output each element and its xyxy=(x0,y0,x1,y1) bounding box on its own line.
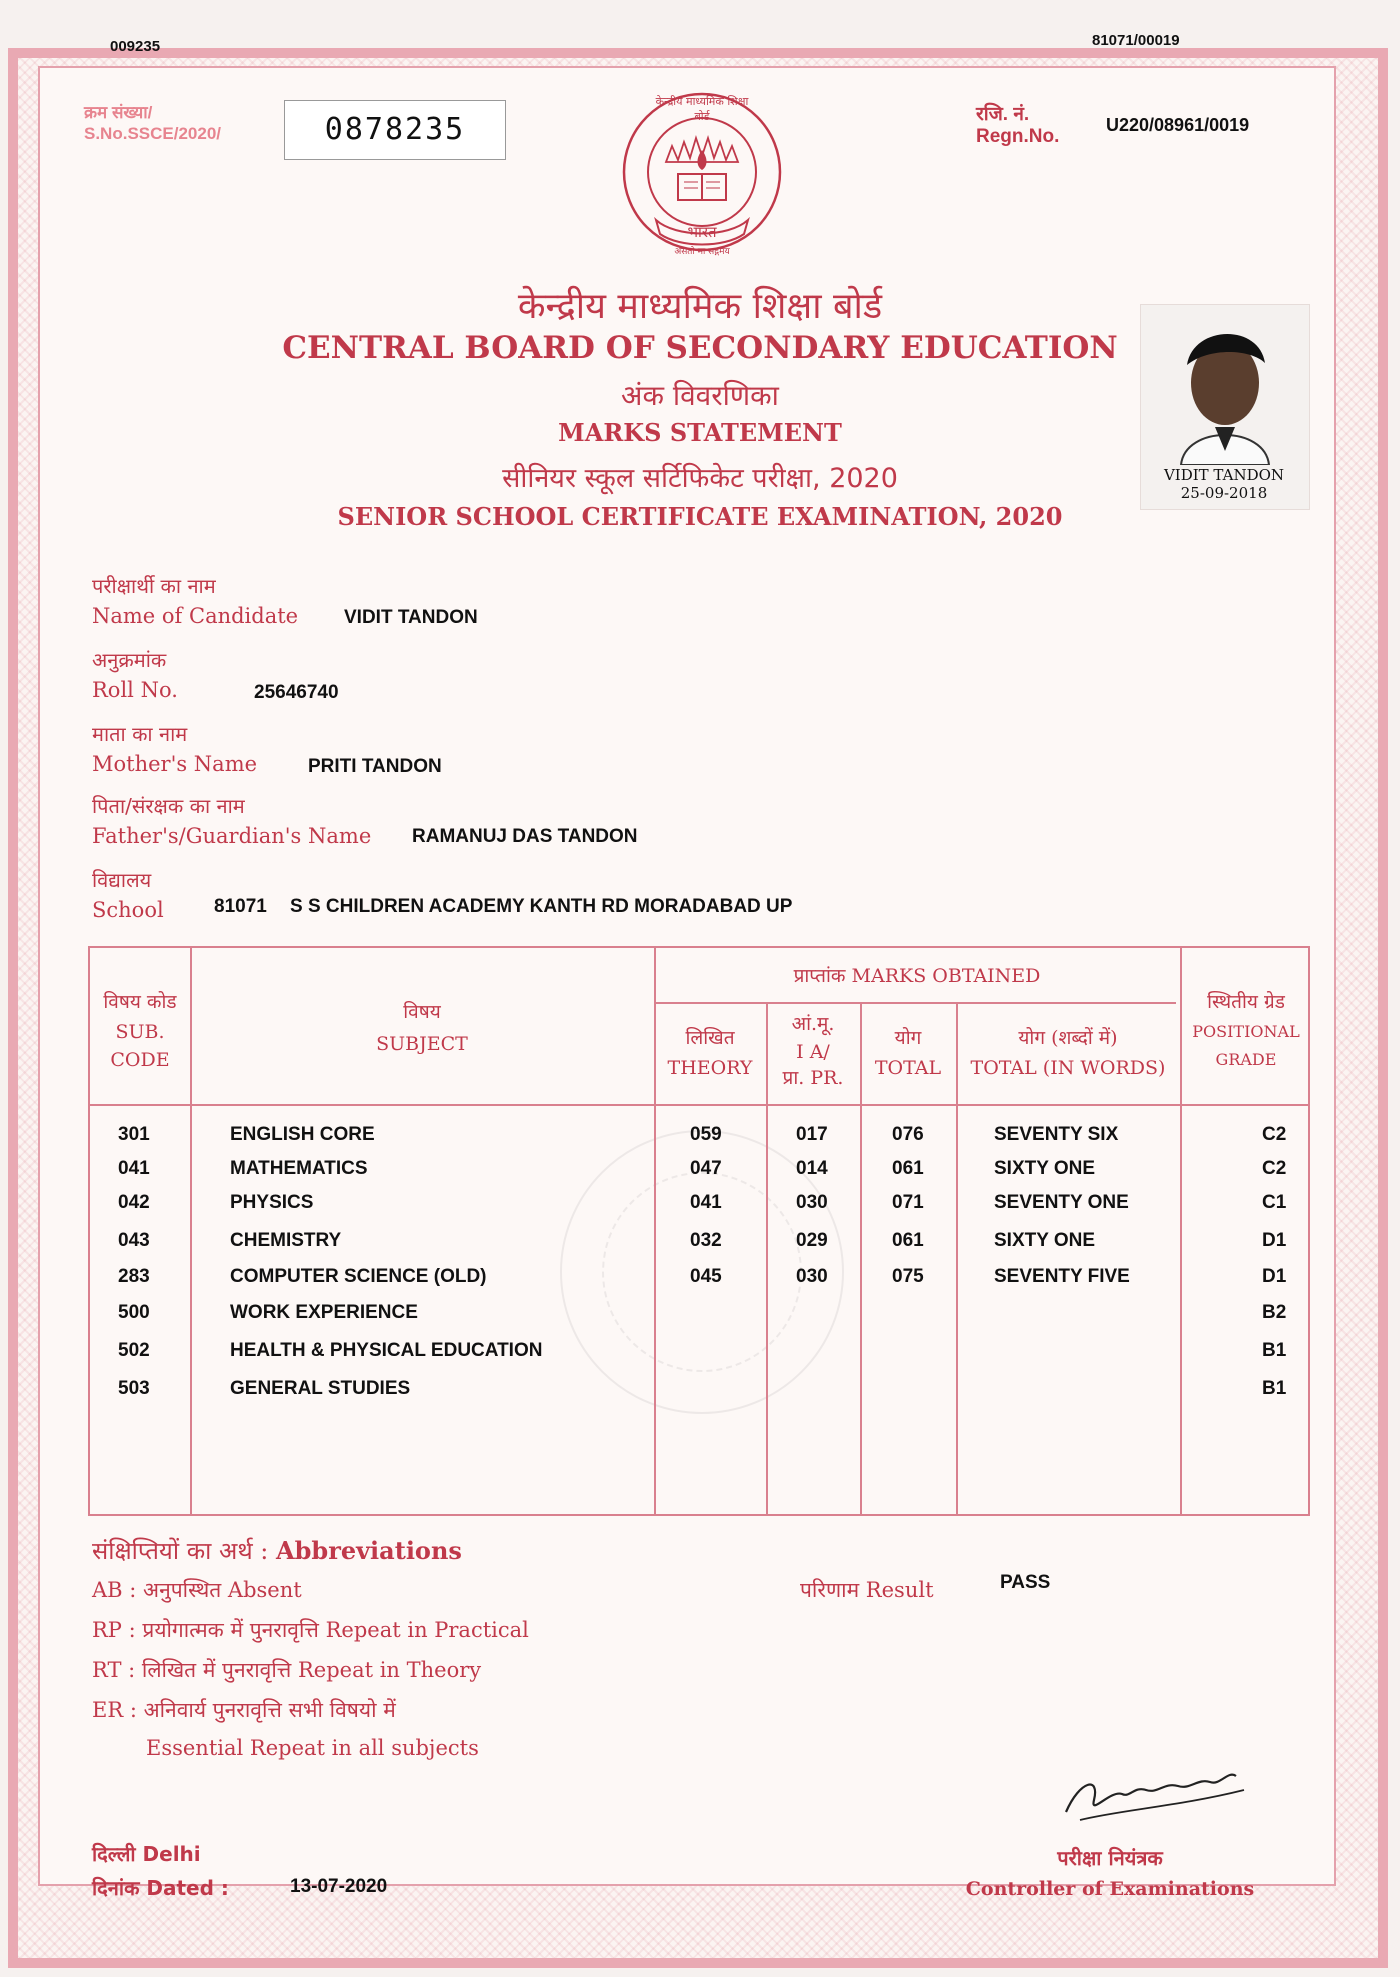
regn-label-en: Regn.No. xyxy=(976,126,1060,147)
photo-caption-name: VIDIT TANDON xyxy=(1163,466,1285,484)
cell-ia: 030 xyxy=(796,1192,828,1213)
cell-theory: 045 xyxy=(690,1266,722,1287)
cell-grade: C2 xyxy=(1262,1124,1287,1145)
th-theory-hi: लिखित xyxy=(685,1027,735,1049)
th-code-hi: विषय कोड xyxy=(103,991,177,1013)
cell-subject: COMPUTER SCIENCE (OLD) xyxy=(230,1266,487,1287)
father-label-en: Father's/Guardian's Name xyxy=(92,824,372,848)
roll-label-hi: अनुक्रमांक xyxy=(92,648,167,672)
regn-number: U220/08961/0019 xyxy=(1106,115,1250,135)
name-label-hi: परीक्षार्थी का नाम xyxy=(92,574,216,598)
cell-grade: D1 xyxy=(1262,1230,1287,1251)
serial-number: 0878235 xyxy=(284,100,506,160)
cell-total-words: SEVENTY SIX xyxy=(994,1124,1119,1145)
cell-ia: 030 xyxy=(796,1266,828,1287)
th-ia-hi: आं.मू. xyxy=(791,1013,835,1035)
cell-ia: 029 xyxy=(796,1230,828,1251)
th-grade-en1: POSITIONAL xyxy=(1192,1022,1300,1041)
cell-total: 061 xyxy=(892,1230,924,1251)
th-marks-obtained: प्राप्तांक MARKS OBTAINED xyxy=(793,965,1041,987)
th-code-en2: CODE xyxy=(110,1049,170,1071)
photo-caption-date: 25-09-2018 xyxy=(1180,484,1268,502)
cell-grade: C2 xyxy=(1262,1158,1287,1179)
table-row xyxy=(90,1192,1312,1222)
doc-title-en: MARKS STATEMENT xyxy=(558,418,842,447)
cell-code: 502 xyxy=(118,1340,150,1361)
result-label: परिणाम Result xyxy=(800,1578,934,1602)
cell-ia: 017 xyxy=(796,1124,828,1145)
th-total-hi: योग xyxy=(894,1027,922,1049)
th-grade-hi: स्थितीय ग्रेड xyxy=(1207,991,1285,1013)
th-words-hi: योग (शब्दों में) xyxy=(1018,1027,1118,1049)
cell-total: 061 xyxy=(892,1158,924,1179)
cell-subject: MATHEMATICS xyxy=(230,1158,368,1179)
controller-signature xyxy=(1060,1760,1250,1830)
th-subject-en: SUBJECT xyxy=(376,1033,468,1055)
candidate-portrait-icon xyxy=(1141,305,1309,465)
table-row xyxy=(90,1230,1312,1260)
exam-title-hi: सीनियर स्कूल सर्टिफिकेट परीक्षा, 2020 xyxy=(502,463,898,494)
table-row xyxy=(90,1158,1312,1188)
abbr-heading-en: Abbreviations xyxy=(276,1536,462,1565)
name-label-en: Name of Candidate xyxy=(92,604,299,628)
cell-grade: C1 xyxy=(1262,1192,1287,1213)
cell-code: 043 xyxy=(118,1230,150,1251)
cell-theory: 047 xyxy=(690,1158,722,1179)
emblem-top-text: केन्द्रीय माध्यमिक शिक्षा बोर्ड xyxy=(655,95,749,123)
controller-hi: परीक्षा नियंत्रक xyxy=(1057,1846,1163,1870)
cell-grade: B1 xyxy=(1262,1378,1287,1399)
school-label-hi: विद्यालय xyxy=(92,868,152,892)
board-title-hi: केन्द्रीय माध्यमिक शिक्षा बोर्ड xyxy=(517,286,883,327)
cell-code: 283 xyxy=(118,1266,150,1287)
abbr-er: ER : अनिवार्य पुनरावृत्ति सभी विषयो में xyxy=(92,1698,396,1722)
exam-title-en: SENIOR SCHOOL CERTIFICATE EXAMINATION, 2020 xyxy=(337,502,1063,531)
cell-total: 075 xyxy=(892,1266,924,1287)
cell-total: 076 xyxy=(892,1124,924,1145)
abbr-heading-hi: संक्षिप्तियों का अर्थ : xyxy=(92,1537,269,1565)
candidate-name: VIDIT TANDON xyxy=(344,607,478,628)
abbr-ab: AB : अनुपस्थित Absent xyxy=(92,1578,302,1602)
cell-theory: 041 xyxy=(690,1192,722,1213)
cell-grade: B2 xyxy=(1262,1302,1287,1323)
serial-label-en: S.No.SSCE/2020/ xyxy=(84,124,222,143)
cell-subject: CHEMISTRY xyxy=(230,1230,342,1251)
result-value: PASS xyxy=(1000,1572,1051,1593)
father-name: RAMANUJ DAS TANDON xyxy=(412,826,638,847)
cell-total-words: SIXTY ONE xyxy=(994,1158,1096,1179)
regn-label-hi: रजि. नं. xyxy=(976,104,1030,125)
board-title-en: CENTRAL BOARD OF SECONDARY EDUCATION xyxy=(282,330,1118,366)
cell-code: 041 xyxy=(118,1158,150,1179)
cell-subject: GENERAL STUDIES xyxy=(230,1378,411,1399)
emblem-motto: असतो मा सद्गमय xyxy=(674,247,730,257)
mother-name: PRITI TANDON xyxy=(308,756,442,777)
th-grade-en2: GRADE xyxy=(1215,1050,1277,1069)
table-row xyxy=(90,1340,1312,1370)
th-total-en: TOTAL xyxy=(874,1057,942,1079)
th-ia-en: I A/ xyxy=(796,1041,830,1063)
abbr-rp: RP : प्रयोगात्मक में पुनरावृत्ति Repeat in Practical xyxy=(92,1618,529,1642)
cell-code: 042 xyxy=(118,1192,150,1213)
cell-subject: PHYSICS xyxy=(230,1192,314,1213)
school-code: 81071 xyxy=(214,896,267,917)
cell-total: 071 xyxy=(892,1192,924,1213)
place-label: दिल्ली Delhi xyxy=(92,1842,201,1866)
mother-label-hi: माता का नाम xyxy=(92,722,188,746)
top-right-number: 81071/00019 xyxy=(1092,32,1180,49)
marks-table xyxy=(88,946,1310,1516)
school-label-en: School xyxy=(92,898,164,922)
school-name: S S CHILDREN ACADEMY KANTH RD MORADABAD UP xyxy=(290,896,793,917)
roll-label-en: Roll No. xyxy=(92,678,178,702)
abbr-rt: RT : लिखित में पुनरावृत्ति Repeat in Theory xyxy=(92,1658,482,1682)
cell-total-words: SEVENTY ONE xyxy=(994,1192,1129,1213)
table-row xyxy=(90,1266,1312,1296)
father-label-hi: पिता/संरक्षक का नाम xyxy=(92,794,245,818)
th-theory-en: THEORY xyxy=(667,1057,753,1079)
cell-subject: HEALTH & PHYSICAL EDUCATION xyxy=(230,1340,543,1361)
cell-subject: WORK EXPERIENCE xyxy=(230,1302,418,1323)
th-subject-hi: विषय xyxy=(403,1001,441,1023)
serial-label-hi: क्रम संख्या/ xyxy=(84,103,153,122)
emblem-bharat: भारत xyxy=(687,223,717,241)
th-ia-pr: प्रा. PR. xyxy=(782,1067,844,1089)
cell-grade: D1 xyxy=(1262,1266,1287,1287)
abbr-er-en: Essential Repeat in all subjects xyxy=(146,1736,479,1760)
dated-label: दिनांक Dated : xyxy=(92,1876,229,1900)
cell-code: 503 xyxy=(118,1378,150,1399)
cell-grade: B1 xyxy=(1262,1340,1287,1361)
controller-en: Controller of Examinations xyxy=(965,1878,1255,1900)
cell-ia: 014 xyxy=(796,1158,828,1179)
th-code-en1: SUB. xyxy=(115,1021,165,1043)
issue-date: 13-07-2020 xyxy=(290,1876,388,1897)
cell-subject: ENGLISH CORE xyxy=(230,1124,375,1145)
abbr-heading xyxy=(92,1534,462,1567)
roll-number: 25646740 xyxy=(254,682,339,703)
doc-title-hi: अंक विवरणिका xyxy=(621,379,779,412)
th-words-en: TOTAL (IN WORDS) xyxy=(970,1057,1166,1079)
cell-code: 301 xyxy=(118,1124,150,1145)
table-row xyxy=(90,1124,1312,1154)
table-row xyxy=(90,1378,1312,1408)
cell-code: 500 xyxy=(118,1302,150,1323)
mother-label-en: Mother's Name xyxy=(92,752,258,776)
cell-total-words: SIXTY ONE xyxy=(994,1230,1096,1251)
top-left-number: 009235 xyxy=(110,38,161,55)
table-row xyxy=(90,1302,1312,1332)
cell-total-words: SEVENTY FIVE xyxy=(994,1266,1130,1287)
cell-theory: 059 xyxy=(690,1124,722,1145)
cell-theory: 032 xyxy=(690,1230,722,1251)
